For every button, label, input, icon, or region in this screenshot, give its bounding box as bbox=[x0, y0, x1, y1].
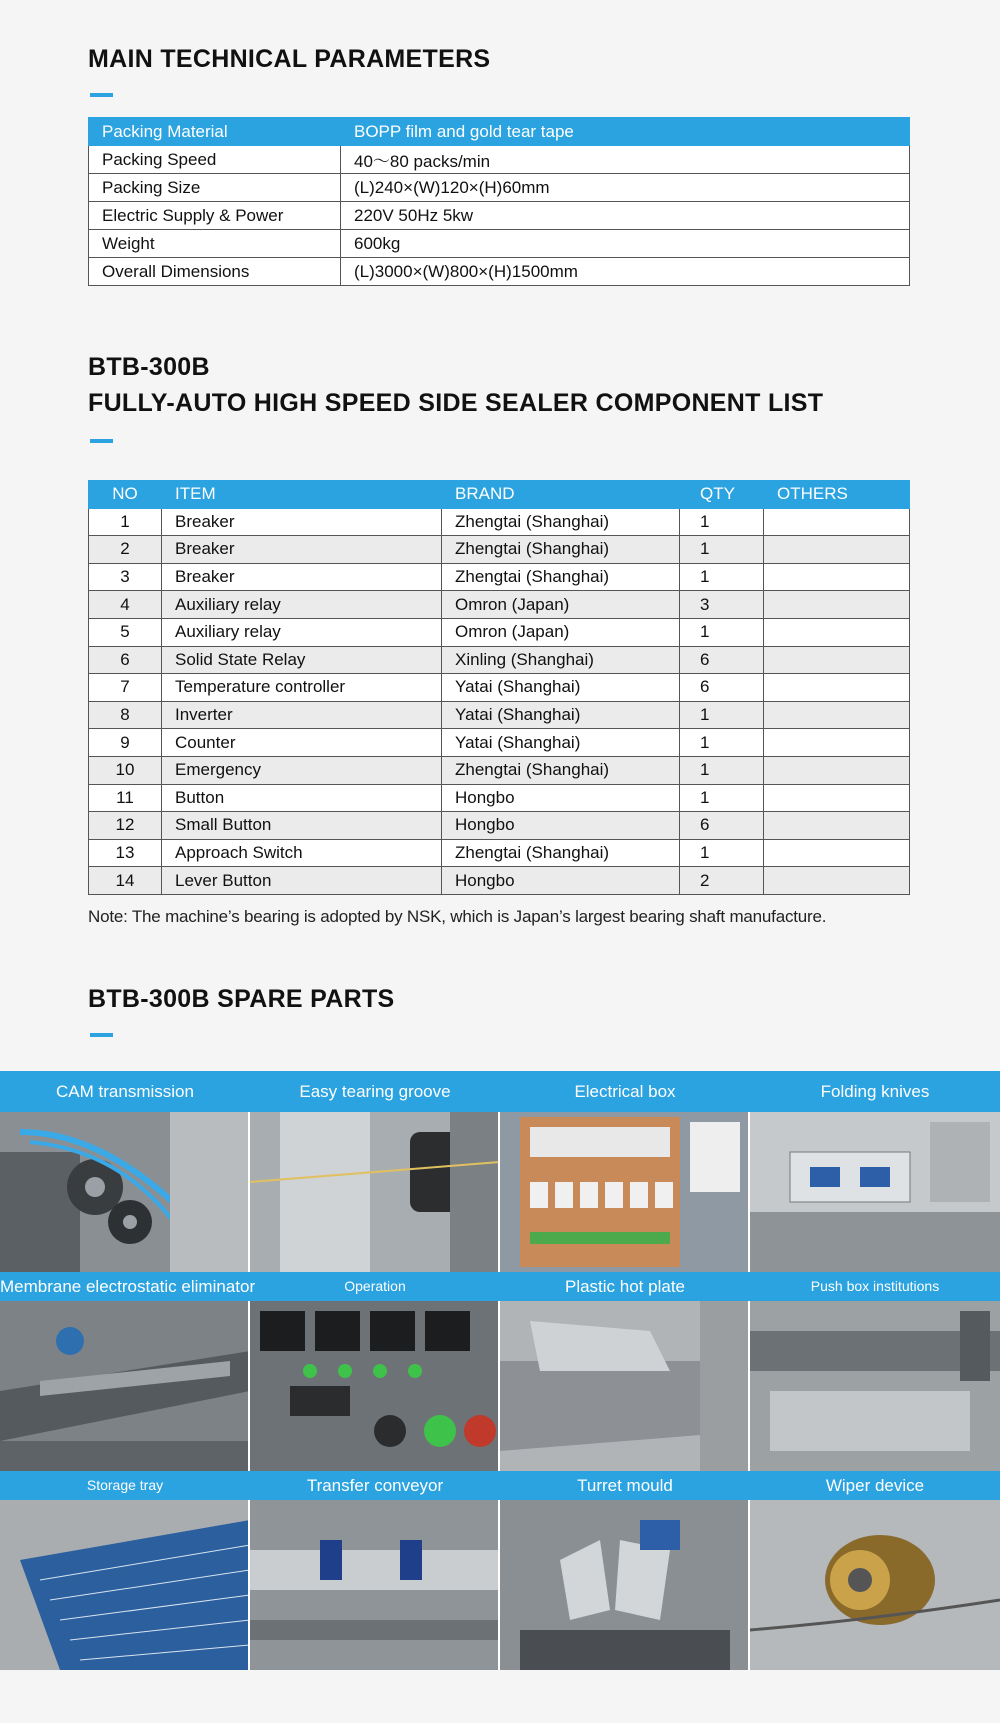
table-row bbox=[89, 536, 910, 564]
col-header-no: NO bbox=[89, 481, 162, 509]
cell-no: 14 bbox=[89, 867, 162, 895]
cell-no: 2 bbox=[89, 536, 162, 564]
cell-qty: 1 bbox=[680, 618, 764, 646]
caption-push-box-institutions: Push box institutions bbox=[810, 1278, 940, 1294]
caption-membrane-eliminator: Membrane electrostatic eliminator bbox=[0, 1277, 256, 1296]
table-row bbox=[89, 867, 910, 895]
cell-qty: 6 bbox=[680, 674, 764, 702]
parameter-value: 600kg bbox=[341, 230, 910, 258]
cell-no: 7 bbox=[89, 674, 162, 702]
cell-item: Approach Switch bbox=[162, 839, 442, 867]
caption-cam-transmission: CAM transmission bbox=[56, 1082, 194, 1101]
parameter-label: Electric Supply & Power bbox=[89, 202, 341, 230]
cell-item: Breaker bbox=[162, 508, 442, 536]
cell-brand: Zhengtai (Shanghai) bbox=[442, 563, 680, 591]
cell-brand: Yatai (Shanghai) bbox=[442, 674, 680, 702]
cell-item: Auxiliary relay bbox=[162, 618, 442, 646]
bearing-note: Note: The machine’s bearing is adopted by NSK, which is Japan’s largest bearing shaft manufacture. bbox=[88, 907, 827, 926]
cell-qty: 1 bbox=[680, 563, 764, 591]
parameter-value: 220V 50Hz 5kw bbox=[341, 202, 910, 230]
cell-item: Emergency bbox=[162, 756, 442, 784]
cell-no: 6 bbox=[89, 646, 162, 674]
cell-brand: Yatai (Shanghai) bbox=[442, 701, 680, 729]
col-header-item: ITEM bbox=[162, 481, 442, 509]
cell-item: Auxiliary relay bbox=[162, 591, 442, 619]
cell-others bbox=[764, 729, 910, 757]
parameter-label: Weight bbox=[89, 230, 341, 258]
cell-brand: Zhengtai (Shanghai) bbox=[442, 839, 680, 867]
cell-brand: Xinling (Shanghai) bbox=[442, 646, 680, 674]
table-row bbox=[89, 784, 910, 812]
parameter-row bbox=[89, 202, 910, 230]
cell-others bbox=[764, 701, 910, 729]
parameter-row bbox=[89, 146, 910, 174]
cell-item: Temperature controller bbox=[162, 674, 442, 702]
cell-no: 13 bbox=[89, 839, 162, 867]
cell-brand: Omron (Japan) bbox=[442, 591, 680, 619]
section-title-component-list: FULLY-AUTO HIGH SPEED SIDE SEALER COMPONENT LIST bbox=[88, 389, 824, 417]
col-header-brand: BRAND bbox=[442, 481, 680, 509]
cell-qty: 1 bbox=[680, 839, 764, 867]
parameter-value: BOPP film and gold tear tape bbox=[341, 118, 910, 146]
cell-qty: 1 bbox=[680, 729, 764, 757]
cell-brand: Zhengtai (Shanghai) bbox=[442, 756, 680, 784]
cell-others bbox=[764, 646, 910, 674]
cell-no: 8 bbox=[89, 701, 162, 729]
table-row bbox=[89, 729, 910, 757]
photo-easy-tearing-groove bbox=[250, 1112, 500, 1272]
table-row bbox=[89, 812, 910, 840]
caption-band-row3 bbox=[0, 1471, 1000, 1500]
table-row bbox=[89, 839, 910, 867]
cell-item: Counter bbox=[162, 729, 442, 757]
table-row bbox=[89, 756, 910, 784]
title-accent-bar bbox=[90, 93, 113, 97]
cell-item: Inverter bbox=[162, 701, 442, 729]
col-header-others: OTHERS bbox=[764, 481, 910, 509]
caption-band-row1 bbox=[0, 1071, 1000, 1112]
caption-transfer-conveyor: Transfer conveyor bbox=[306, 1476, 444, 1495]
photo-membrane-eliminator bbox=[0, 1301, 250, 1471]
parameter-label: Packing Size bbox=[89, 174, 341, 202]
cell-brand: Zhengtai (Shanghai) bbox=[442, 536, 680, 564]
cell-others bbox=[764, 812, 910, 840]
parameter-value: (L)240×(W)120×(H)60mm bbox=[341, 174, 910, 202]
section-title-spare-parts: BTB-300B SPARE PARTS bbox=[88, 985, 395, 1013]
cell-no: 5 bbox=[89, 618, 162, 646]
component-table bbox=[88, 480, 910, 895]
cell-qty: 1 bbox=[680, 536, 764, 564]
parameter-row bbox=[89, 230, 910, 258]
photo-electrical-box bbox=[500, 1112, 750, 1272]
cell-qty: 6 bbox=[680, 646, 764, 674]
cell-others bbox=[764, 784, 910, 812]
cell-no: 1 bbox=[89, 508, 162, 536]
photo-push-box-institutions bbox=[750, 1301, 1000, 1471]
parameter-row bbox=[89, 118, 910, 146]
table-row bbox=[89, 646, 910, 674]
cell-qty: 6 bbox=[680, 812, 764, 840]
table-row bbox=[89, 701, 910, 729]
photo-folding-knives bbox=[750, 1112, 1000, 1272]
cell-others bbox=[764, 839, 910, 867]
cell-others bbox=[764, 563, 910, 591]
cell-no: 3 bbox=[89, 563, 162, 591]
cell-brand: Hongbo bbox=[442, 784, 680, 812]
cell-no: 12 bbox=[89, 812, 162, 840]
caption-band-row2 bbox=[0, 1272, 1000, 1301]
parameters-table bbox=[88, 117, 910, 286]
cell-others bbox=[764, 674, 910, 702]
section-title-model: BTB-300B bbox=[88, 353, 210, 381]
cell-others bbox=[764, 618, 910, 646]
parameter-value: (L)3000×(W)800×(H)1500mm bbox=[341, 258, 910, 286]
table-row bbox=[89, 563, 910, 591]
cell-brand: Omron (Japan) bbox=[442, 618, 680, 646]
caption-operation: Operation bbox=[344, 1278, 406, 1294]
photo-wiper-device bbox=[750, 1500, 1000, 1670]
cell-item: Lever Button bbox=[162, 867, 442, 895]
cell-qty: 1 bbox=[680, 756, 764, 784]
parameter-row bbox=[89, 174, 910, 202]
cell-qty: 2 bbox=[680, 867, 764, 895]
cell-no: 9 bbox=[89, 729, 162, 757]
title-accent-bar bbox=[90, 439, 113, 443]
photo-cam-transmission bbox=[0, 1112, 250, 1272]
photo-plastic-hot-plate bbox=[500, 1301, 750, 1471]
cell-others bbox=[764, 867, 910, 895]
cell-qty: 1 bbox=[680, 508, 764, 536]
cell-item: Breaker bbox=[162, 563, 442, 591]
spare-parts-gallery bbox=[0, 1071, 1000, 1670]
parameter-label: Packing Material bbox=[89, 118, 341, 146]
caption-easy-tearing-groove: Easy tearing groove bbox=[299, 1082, 451, 1101]
photo-row-2 bbox=[0, 1301, 1000, 1471]
caption-wiper-device: Wiper device bbox=[825, 1476, 925, 1495]
caption-plastic-hot-plate: Plastic hot plate bbox=[564, 1277, 685, 1296]
cell-brand: Hongbo bbox=[442, 812, 680, 840]
col-header-qty: QTY bbox=[680, 481, 764, 509]
parameter-label: Packing Speed bbox=[89, 146, 341, 174]
cell-others bbox=[764, 536, 910, 564]
caption-folding-knives: Folding knives bbox=[820, 1082, 930, 1101]
section-title-parameters: MAIN TECHNICAL PARAMETERS bbox=[88, 45, 491, 73]
cell-others bbox=[764, 591, 910, 619]
table-row bbox=[89, 508, 910, 536]
caption-storage-tray: Storage tray bbox=[86, 1477, 164, 1493]
cell-qty: 1 bbox=[680, 784, 764, 812]
cell-others bbox=[764, 508, 910, 536]
photo-operation bbox=[250, 1301, 500, 1471]
cell-qty: 1 bbox=[680, 701, 764, 729]
parameter-row bbox=[89, 258, 910, 286]
component-table-header bbox=[89, 481, 910, 509]
cell-no: 11 bbox=[89, 784, 162, 812]
cell-brand: Zhengtai (Shanghai) bbox=[442, 508, 680, 536]
parameter-label: Overall Dimensions bbox=[89, 258, 341, 286]
caption-turret-mould: Turret mould bbox=[577, 1476, 673, 1495]
cell-qty: 3 bbox=[680, 591, 764, 619]
cell-item: Button bbox=[162, 784, 442, 812]
table-row bbox=[89, 674, 910, 702]
title-accent-bar bbox=[90, 1033, 113, 1037]
cell-no: 4 bbox=[89, 591, 162, 619]
cell-brand: Hongbo bbox=[442, 867, 680, 895]
photo-transfer-conveyor bbox=[250, 1500, 500, 1670]
cell-item: Breaker bbox=[162, 536, 442, 564]
cell-others bbox=[764, 756, 910, 784]
cell-brand: Yatai (Shanghai) bbox=[442, 729, 680, 757]
cell-item: Solid State Relay bbox=[162, 646, 442, 674]
photo-storage-tray bbox=[0, 1500, 250, 1670]
cell-item: Small Button bbox=[162, 812, 442, 840]
photo-turret-mould bbox=[500, 1500, 750, 1670]
table-row bbox=[89, 591, 910, 619]
caption-electrical-box: Electrical box bbox=[574, 1082, 676, 1101]
cell-no: 10 bbox=[89, 756, 162, 784]
photo-row-1 bbox=[0, 1112, 1000, 1272]
photo-row-3 bbox=[0, 1500, 1000, 1670]
table-row bbox=[89, 618, 910, 646]
parameter-value: 40～80 packs/min bbox=[341, 146, 910, 174]
